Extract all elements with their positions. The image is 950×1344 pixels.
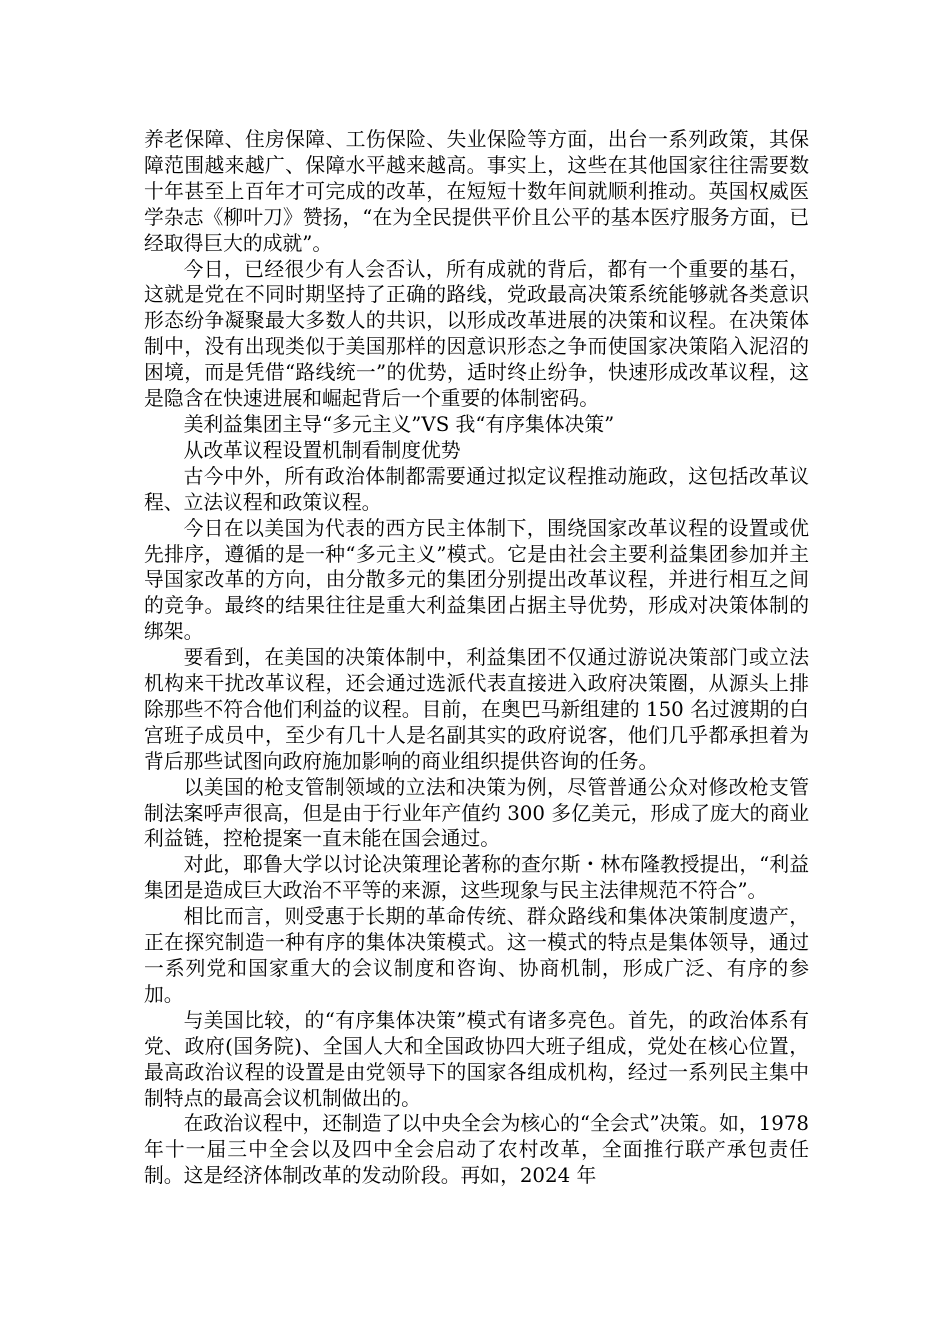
paragraph-social-security: 养老保障、住房保障、工伤保险、失业保险等方面，出台一系列政策，其保障范围越来越广、保障水平越来越高。事实上，这些在其他国家往往需要数十年甚至上百年才可完成的改革，在短短十数年间就顺利推动。英国权威医学杂志《柳叶刀》赞扬，“在为全民提供平价且公平的基本医疗服务方面，已经取得巨大的成就”。 [144,128,809,255]
paragraph-lobbying: 要看到，在美国的决策体制中，利益集团不仅通过游说决策部门或立法机构来干扰改革议程，还会通过选派代表直接进入政府决策圈，从源头上排除那些不符合他们利益的议程。目前，在奥巴马新组建的 150 名过渡期的白宫班子成员中，至少有几十人是名副其实的政府说客，他们几乎都承担着为背后那些试图向政府施加影响的商业组织提供咨询的任务。 [144,646,809,773]
paragraph-agenda-setting: 古今中外，所有政治体制都需要通过拟定议程推动施政，这包括改革议程、立法议程和政策议程。 [144,464,809,514]
paragraph-comparison: 与美国比较，的“有序集体决策”模式有诸多亮色。首先，的政治体系有党、政府(国务院)、全国人大和全国政协四大班子组成，党处在核心位置，最高政治议程的设置是由党领导下的国家各组成机构，经过一系列民主集中制特点的最高会议机制做出的。 [144,1008,809,1110]
paragraph-western-pluralism: 今日在以美国为代表的西方民主体制下，围绕国家改革议程的设置或优先排序，遵循的是一种“多元主义”模式。它是由社会主要利益集团参加并主导国家改革的方向，由分散多元的集团分别提出改革议程，并进行相互之间的竞争。最终的结果往往是重大利益集团占据主导优势，形成对决策体制的绑架。 [144,516,809,644]
section-heading-pluralism: 美利益集团主导“多元主义”VS 我“有序集体决策” [183,412,615,436]
paragraph-collective-decision: 相比而言，则受惠于长期的革命传统、群众路线和集体决策制度遗产，正在探究制造一种有序的集体决策模式。这一模式的特点是集体领导，通过一系列党和国家重大的会议制度和咨询、协商机制，形成广泛、有序的参加。 [144,905,809,1006]
document-body [144,127,809,1189]
paragraph-gun-control: 以美国的枪支管制领域的立法和决策为例，尽管普通公众对修改枪支管制法案呼声很高，但是由于行业年产值约 300 多亿美元，形成了庞大的商业利益链，控枪提案一直未能在国会通过。 [144,775,809,851]
paragraph-institutional-code: 今日，已经很少有人会否认，所有成就的背后，都有一个重要的基石，这就是党在不同时期坚持了正确的路线，党政最高决策系统能够就各类意识形态纷争凝聚最大多数人的共识，以形成改革进展的决策和议程。在决策体制中，没有出现类似于美国那样的因意识形态之争而使国家决策陷入泥沼的困境，而是凭借“路线统一”的优势，适时终止纷争，快速形成改革议程，这是隐含在快速进展和崛起背后一个重要的体制密码。 [144,257,809,411]
paragraph-plenary-decision: 在政治议程中，还制造了以中央全会为核心的“全会式”决策。如，1978 年十一届三中全会以及四中全会启动了农村改革，全面推行联产承包责任制。这是经济体制改革的发动阶段。再如，2024 年 [144,1112,809,1188]
paragraph-lindblom-quote: 对此，耶鲁大学以讨论决策理论著称的查尔斯・林布隆教授提出，“利益集团是造成巨大政治不平等的来源，这些现象与民主法律规范不符合”。 [144,853,809,903]
section-subheading-agenda: 从改革议程设置机制看制度优势 [183,438,461,462]
